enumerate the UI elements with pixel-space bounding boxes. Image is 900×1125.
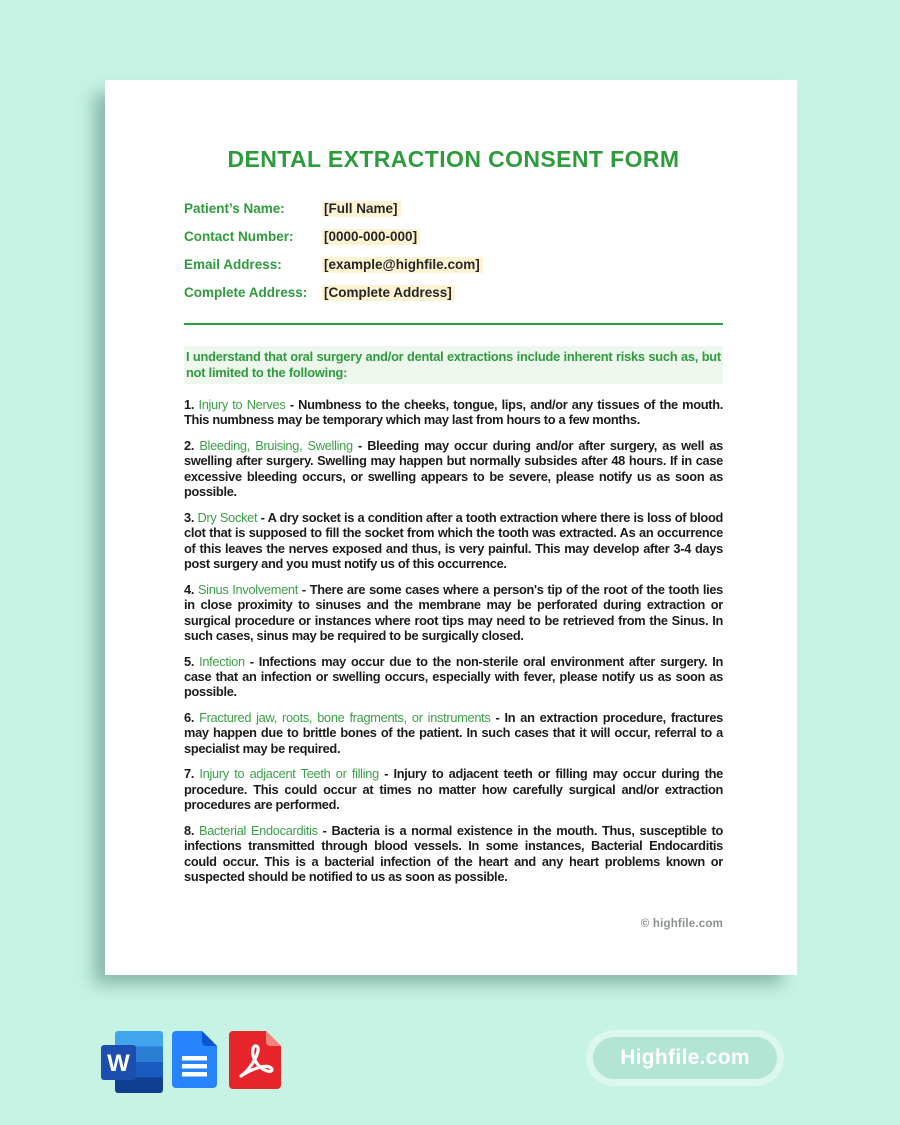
- risk-term: Bleeding, Bruising, Swelling: [199, 437, 353, 453]
- risk-number: 1.: [184, 396, 195, 412]
- risk-number: 7.: [184, 766, 195, 782]
- field-row: [184, 257, 723, 285]
- risk-term: Injury to Nerves: [198, 396, 286, 412]
- risk-number: 5.: [184, 653, 195, 669]
- copyright-text: © highfile.com: [640, 918, 723, 930]
- field-value[interactable]: [Full Name]: [322, 201, 401, 217]
- field-label: Contact Number:: [184, 229, 294, 244]
- field-label: Complete Address:: [184, 285, 308, 300]
- risk-number: 3.: [184, 509, 195, 525]
- risk-description: Infections may occur due to the non-sterile oral environment after surgery. In case that an infection or swelling occurs, especially with fever, please notify us as soon as possible.: [184, 653, 723, 700]
- document-content: [105, 80, 797, 885]
- risk-term: Injury to adjacent Teeth or filling: [199, 766, 379, 782]
- risk-list: [184, 397, 723, 885]
- consent-intro: I understand that oral surgery and/or dental extractions include inherent risks such as, but not limited to the following:: [184, 346, 723, 384]
- risk-separator: -: [495, 709, 500, 725]
- section-divider: [184, 323, 723, 325]
- google-docs-icon[interactable]: [172, 1031, 217, 1088]
- pdf-icon[interactable]: [229, 1031, 281, 1089]
- risk-description: Numbness to the cheeks, tongue, lips, and/or any tissues of the mouth. This numbness may be temporary which may last from hours to a few months.: [184, 396, 723, 428]
- risk-description: There are some cases where a person's tip of the root of the tooth lies in close proximity to sinuses and the membrane may be perforated during extraction or surgical procedure or instances where root tips may need to be retrieved from the Sinus. In such cases, sinus may be required to be surgically closed.: [184, 581, 723, 644]
- ms-word-icon[interactable]: [101, 1031, 163, 1093]
- risk-term: Bacterial Endocarditis: [198, 822, 318, 838]
- highfile-badge-label: Highfile.com: [620, 1046, 750, 1069]
- risk-separator: -: [301, 581, 306, 597]
- risk-item: [184, 710, 723, 756]
- field-value[interactable]: [0000-000-000]: [322, 229, 420, 245]
- risk-description: Injury to adjacent teeth or filling may occur during the procedure. This could occur at times no matter how carefully surgical and/or extraction procedures are performed.: [184, 766, 723, 813]
- field-label: Email Address:: [184, 257, 282, 272]
- risk-number: 6.: [184, 709, 195, 725]
- risk-description: Bleeding may occur during and/or after surgery, as well as swelling after surgery. Swelling may happen but normally subsides after 48 hours. If in case excessive bleeding occurs, or swelling appears to be severe, please notify us as soon as possible.: [184, 437, 723, 500]
- risk-number: 8.: [184, 822, 195, 838]
- risk-number: 4.: [184, 581, 195, 597]
- field-value[interactable]: [example@highfile.com]: [322, 257, 483, 273]
- risk-term: Dry Socket: [197, 509, 258, 525]
- risk-description: In an extraction procedure, fractures may happen due to brittle bones of the patient. In such cases that it will occur, referral to a specialist may be required.: [184, 709, 723, 756]
- field-label: Patient’s Name:: [184, 201, 285, 216]
- risk-term: Sinus Involvement: [197, 581, 299, 597]
- document-page: [105, 80, 797, 975]
- field-row: [184, 201, 723, 229]
- risk-item: [184, 654, 723, 700]
- risk-separator: -: [322, 822, 327, 838]
- risk-separator: -: [289, 396, 294, 412]
- risk-item: [184, 438, 723, 500]
- word-icon-letter: W: [107, 1050, 130, 1077]
- risk-item: [184, 510, 723, 572]
- risk-description: A dry socket is a condition after a tooth extraction where there is loss of blood clot that is supposed to fill the socket from which the tooth was extracted. As an occurrence of this leaves the nerves exposed and thus, is very painful. This may develop after 3-4 days post surgery and you must notify us of this occurrence.: [184, 509, 723, 572]
- page-title: DENTAL EXTRACTION CONSENT FORM: [227, 146, 680, 172]
- risk-description: Bacteria is a normal existence in the mouth. Thus, susceptible to infections transmitted through blood vessels. In some instances, Bacterial Endocarditis could occur. This is a bacterial infection of the heart and any heart problems known or suspected should be notified to us as soon as possible.: [184, 822, 723, 885]
- risk-term: Fractured jaw, roots, bone fragments, or instruments: [199, 709, 491, 725]
- risk-item: [184, 823, 723, 885]
- field-value[interactable]: [Complete Address]: [322, 285, 455, 301]
- risk-separator: -: [358, 437, 362, 453]
- risk-item: [184, 766, 723, 812]
- field-row: [184, 285, 723, 313]
- field-row: [184, 229, 723, 257]
- risk-number: 2.: [184, 437, 195, 453]
- risk-item: [184, 582, 723, 644]
- risk-separator: -: [384, 766, 389, 782]
- highfile-badge[interactable]: [593, 1037, 777, 1079]
- risk-separator: -: [260, 509, 265, 525]
- risk-separator: -: [249, 653, 254, 669]
- risk-item: [184, 397, 723, 428]
- risk-term: Infection: [199, 653, 245, 669]
- contact-fields: [184, 201, 723, 313]
